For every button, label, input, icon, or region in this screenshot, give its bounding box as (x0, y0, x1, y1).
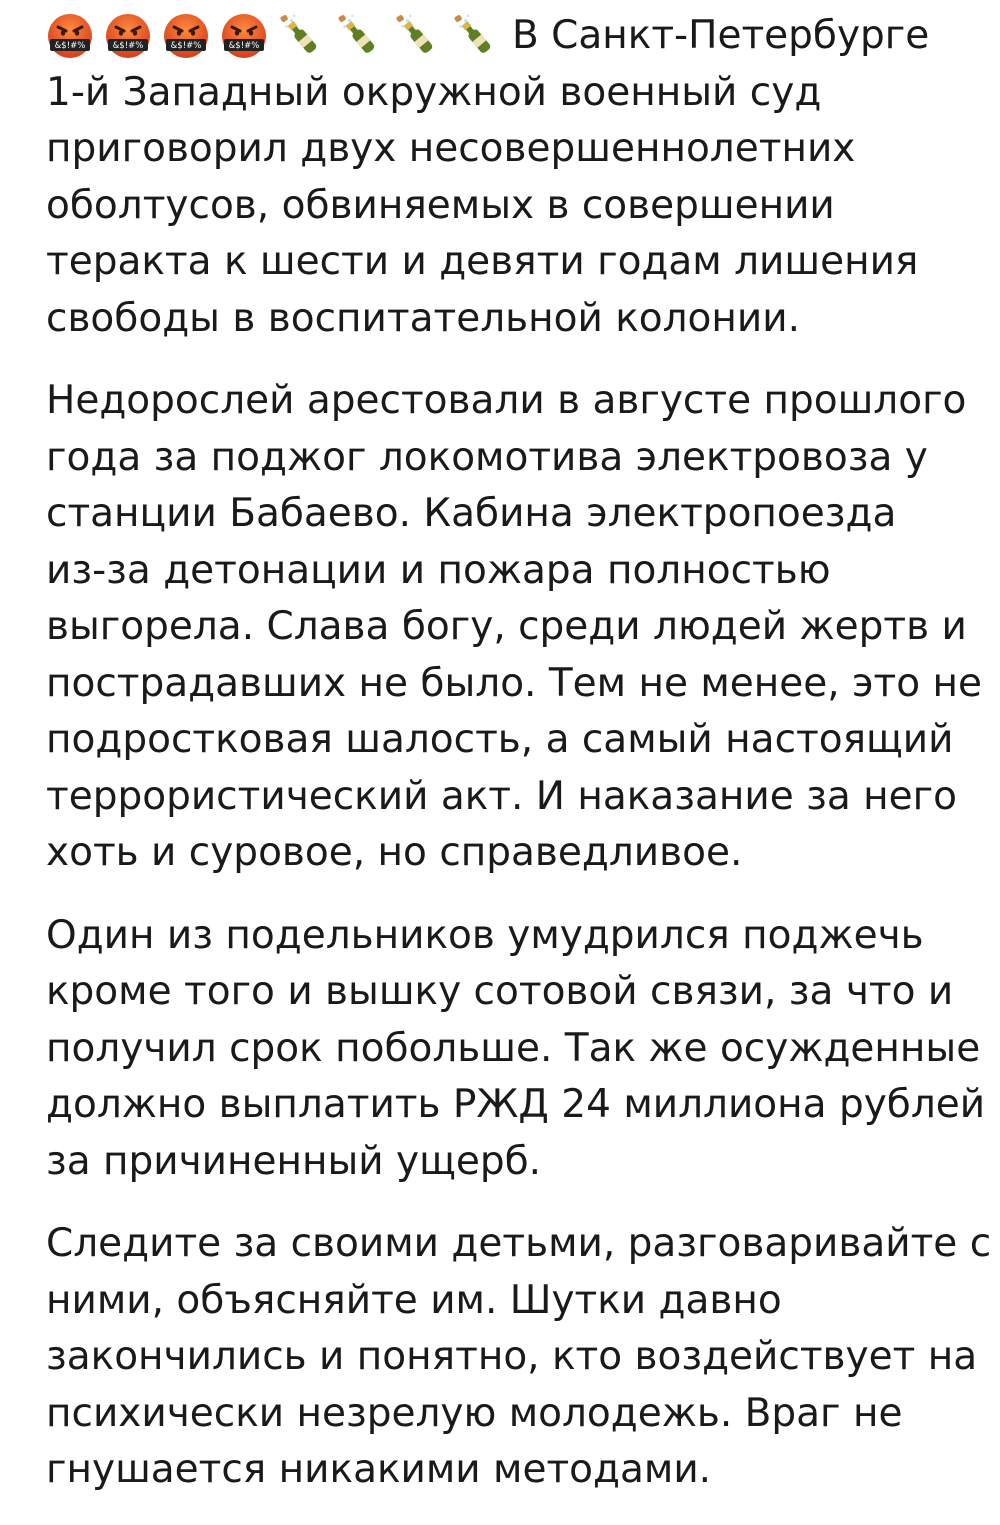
post-line: должно выплатить РЖД 24 миллиона рублей (46, 1082, 986, 1127)
post-line: Следите за своими детьми, разговаривайте с (46, 1221, 992, 1266)
post-line: хоть и суровое, но справедливое. (46, 830, 743, 875)
post-line: оболтусов, обвиняемых в совершении (46, 182, 835, 228)
bottle-with-popping-cork-icon (278, 12, 324, 60)
post-line: Один из подельников умудрился поджечь (46, 912, 924, 958)
face-with-symbols-on-mouth-icon (46, 12, 94, 60)
post-line: психически незрелую молодежь. Враг не (46, 1390, 903, 1436)
emoji-symbol-text: &$!#% (228, 41, 260, 52)
post-line: свободы в воспитательной колонии. (46, 295, 801, 341)
post-line: за причиненный ущерб. (46, 1138, 542, 1184)
paragraph-1 (46, 8, 966, 347)
post-line: В Санкт-Петербурге (512, 13, 930, 58)
post-line: Недорослей арестовали в августе прошлого (46, 378, 967, 423)
post-line: станции Бабаево. Кабина электропоезда (46, 491, 897, 536)
post-line: пострадавших не было. Тем не менее, это не (46, 660, 982, 706)
post-line: гнушается никакими методами. (46, 1447, 712, 1492)
emoji-symbol-text: &$!#% (112, 41, 144, 52)
post-line: подростковая шалость, а самый настоящий (46, 717, 954, 762)
post-body (46, 8, 992, 1525)
post-line: получил срок побольше. Так же осужденные (46, 1025, 981, 1071)
post-line: теракта к шести и девяти годам лишения (46, 239, 919, 284)
bottle-with-popping-cork-icon (452, 12, 498, 60)
face-with-symbols-on-mouth-icon (104, 12, 152, 60)
paragraph-4 (46, 1216, 992, 1499)
post-line: приговорил двух несовершеннолетних (46, 126, 856, 171)
emoji-title-line (46, 8, 966, 65)
face-with-symbols-on-mouth-icon (162, 12, 210, 60)
emoji-symbol-text: &$!#% (54, 41, 86, 52)
post-line: террористический акт. И наказание за него (46, 773, 957, 819)
post-line: выгорела. Слава богу, среди людей жертв и (46, 604, 967, 649)
face-with-symbols-on-mouth-icon (220, 12, 268, 60)
emoji-symbol-text: &$!#% (170, 41, 202, 52)
post-line: кроме того и вышку сотовой связи, за что и (46, 969, 954, 1014)
post-line: ними, объясняйте им. Шутки давно (46, 1277, 782, 1323)
post-line: 1-й Западный окружной военный суд (46, 69, 822, 115)
post-line: из-за детонации и пожара полностью (46, 547, 831, 593)
paragraph-2 (46, 373, 982, 882)
post-line: закончились и понятно, кто воздействует на (46, 1334, 978, 1379)
post-line: года за поджог локомотива электровоза у (46, 434, 928, 480)
bottle-with-popping-cork-icon (394, 12, 440, 60)
paragraph-3 (46, 908, 986, 1191)
bottle-with-popping-cork-icon (336, 12, 382, 60)
